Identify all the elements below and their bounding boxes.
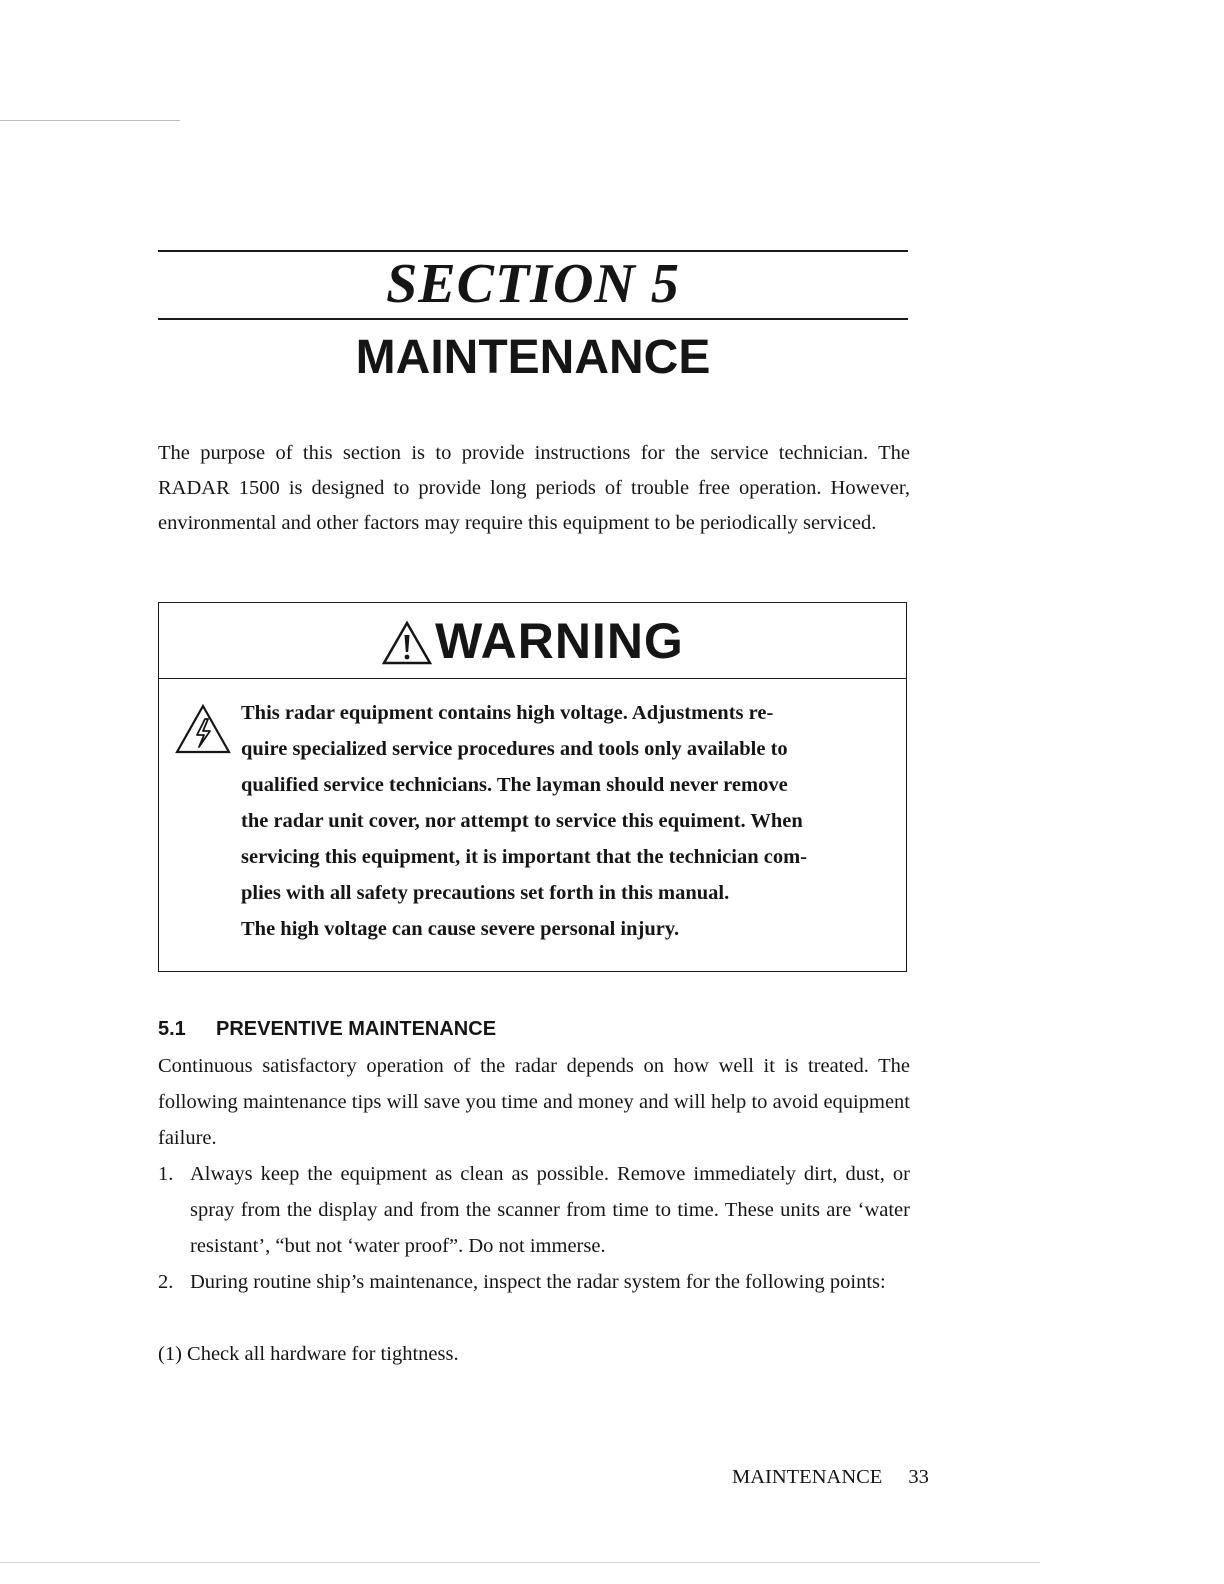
warning-line: plies with all safety precautions set forth in this manual. <box>241 882 730 904</box>
warning-heading: WARNING <box>435 612 684 669</box>
intro-paragraph: The purpose of this section is to provide instructions for the service technician. The RADAR 1500 is designed to provide long periods of trouble free operation. However, environmental and other factors may require this equipment to be periodically serviced. <box>158 442 910 534</box>
list-item <box>158 1156 910 1264</box>
list-item <box>158 1264 910 1300</box>
list-item-text: During routine ship’s maintenance, inspect the radar system for the following points: <box>190 1271 886 1293</box>
list-marker: 2. <box>158 1271 174 1293</box>
warning-text <box>241 695 893 947</box>
list-marker: 1. <box>158 1163 174 1185</box>
warning-line: quire specialized service procedures and tools only available to <box>241 738 788 760</box>
warning-box <box>158 602 907 972</box>
sub-list-item: (1) Check all hardware for tightness. <box>158 1343 459 1365</box>
subsection-number: 5.1 <box>158 1018 186 1040</box>
scan-artifact-bottom <box>0 1562 1040 1563</box>
page-title: MAINTENANCE <box>355 331 711 384</box>
scan-artifact-top <box>0 120 180 121</box>
page-number: 33 <box>908 1466 929 1488</box>
footer-label: MAINTENANCE <box>732 1466 883 1488</box>
subsection-heading <box>158 1015 496 1043</box>
warning-triangle-icon <box>381 620 433 666</box>
preventive-paragraph: Continuous satisfactory operation of the radar depends on how well it is treated. The following maintenance tips will save you time and money and will help to avoid equipment failure. <box>158 1055 910 1149</box>
warning-line: The high voltage can cause severe personal injury. <box>241 918 680 940</box>
list-item-text: Always keep the equipment as clean as possible. Remove immediately dirt, dust, or spray from the display and from the scanner from time to time. These units are ‘water resistant’, “but not ‘water proof”. Do not immerse. <box>190 1163 910 1257</box>
section-label: SECTION 5 <box>386 253 680 315</box>
page-footer <box>732 1462 929 1492</box>
warning-header <box>159 603 906 679</box>
subsection-title: PREVENTIVE MAINTENANCE <box>216 1018 497 1040</box>
warning-line: This radar equipment contains high voltage. Adjustments re- <box>241 702 774 724</box>
warning-line: qualified service technicians. The layman should never remove <box>241 774 788 796</box>
section-bottom-rule <box>158 318 908 320</box>
maintenance-list <box>158 1156 910 1300</box>
warning-line: servicing this equipment, it is important that the technician com- <box>241 846 807 868</box>
warning-line: the radar unit cover, nor attempt to service this equiment. When <box>241 810 803 832</box>
high-voltage-icon <box>174 703 232 755</box>
